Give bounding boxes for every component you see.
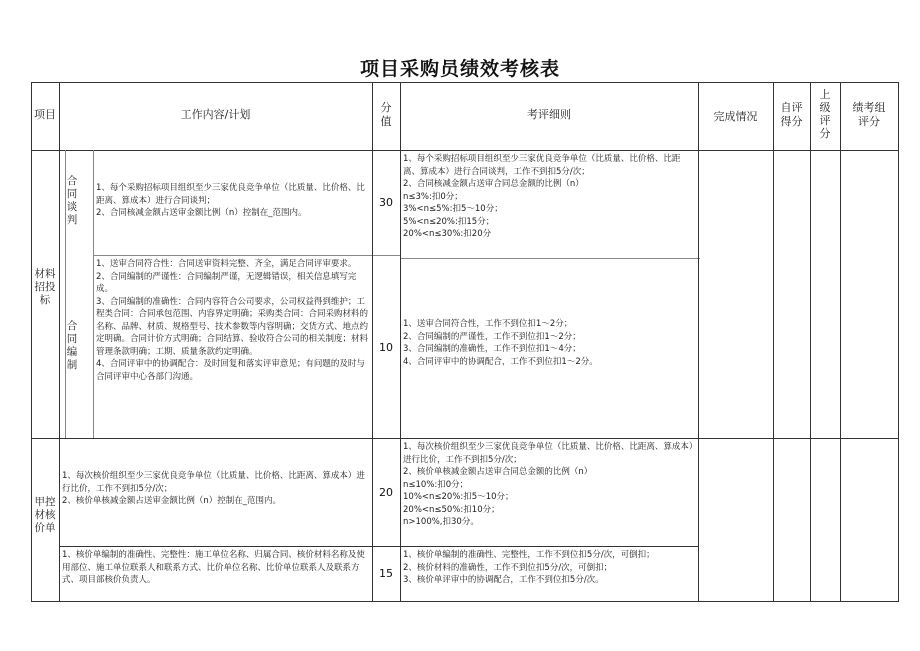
col-border <box>59 82 60 602</box>
header-criteria: 考评细则 <box>527 108 571 121</box>
header-group-score: 绩考组 评分 <box>852 101 886 128</box>
category-material-bidding: 材料 招投 标 <box>34 268 56 306</box>
section-divider <box>31 438 898 439</box>
col-border <box>840 82 841 602</box>
price-sheet-score: 15 <box>379 567 393 580</box>
contract-negotiation-content: 1、每个采购招标项目组织至少三家优良竞争单位（比质量、比价格、比距离、算成本）进行合同谈判； 2、合同核减金额占送审金额比例（n）控制在_范围内。 <box>96 183 365 218</box>
header-completion: 完成情况 <box>713 110 758 123</box>
col-border <box>400 82 401 602</box>
table-right-border <box>898 82 899 602</box>
header-self-score: 自评 得分 <box>780 101 803 128</box>
table-bottom-border <box>31 601 898 602</box>
price-check-criteria: 1、每次核价组织至少三家优良竞争单位（比质量、比价格、比距离、算成本）进行比价，工作不到扣5分/次； 2、核价单核减金额占送审合同总金额的比例（n） n≤10%:扣0分； 10%<n≤20%:扣5～10分； 20%<n≤50%:扣10分； n>100%,扣30分。 <box>403 442 694 527</box>
row-divider <box>93 255 400 256</box>
price-sheet-content: 1、核价单编制的准确性、完整性：施工单位名称、归属合同、核价材料名称及使用部位、施工单位联系人和联系方式、比价单位名称、比价单位联系人及联系方式、项目部核价负责人。 <box>62 550 365 585</box>
header-content: 工作内容/计划 <box>180 108 251 121</box>
price-check-score: 20 <box>379 486 393 499</box>
contract-negotiation-score: 30 <box>379 196 393 209</box>
header-bottom-border <box>31 150 898 151</box>
table-top-border <box>31 82 898 83</box>
col-border <box>698 82 699 602</box>
price-check-content: 1、每次核价组织至少三家优良竞争单位（比质量、比价格、比距离、算成本）进行比价，工作不到扣5分/次； 2、核价单核减金额占送审金额比例（n）控制在_范围内。 <box>62 471 365 506</box>
contract-drafting-score: 10 <box>379 341 393 354</box>
subcategory-contract-drafting: 合 同 编 制 <box>66 320 78 371</box>
category-price-check: 甲控 材核 价单 <box>34 496 56 534</box>
col-border <box>93 150 94 438</box>
price-sheet-criteria: 1、核价单编制的准确性、完整性，工作不到位扣5分/次，可倒扣； 2、核价材料的准确性，工作不到位扣5分/次，可倒扣； 3、核价单评审中的协调配合，工作不到位扣5分/次。 <box>403 550 655 585</box>
col-border <box>810 82 811 602</box>
header-project: 项目 <box>34 108 56 121</box>
col-border <box>773 82 774 602</box>
header-score-value: 分 值 <box>380 101 392 128</box>
page-title: 项目采购员绩效考核表 <box>359 58 560 80</box>
row-divider <box>400 258 700 259</box>
contract-drafting-criteria: 1、送审合同符合性，工作不到位扣1～2分； 2、合同编制的严谨性，工作不到位扣1～2分； 3、合同编制的准确性，工作不到位扣1～4分； 4、合同评审中的协调配合，工作不到位扣1～2分。 <box>403 319 598 367</box>
header-superior-score: 上 级 评 分 <box>819 88 831 140</box>
row-divider <box>59 546 698 547</box>
subcategory-contract-negotiation: 合 同 谈 判 <box>66 175 78 226</box>
contract-negotiation-criteria: 1、每个采购招标项目组织至少三家优良竞争单位（比质量、比价格、比距离、算成本）进行合同谈判，工作不到扣5分/次； 2、合同核减金额占送审合同总金额的比例（n） n≤3%:扣0分； 3%<n≤5%:扣5～10分； 5%<n≤20%:扣15分； 20%<n≤30%:扣20分 <box>403 154 681 239</box>
contract-drafting-content: 1、送审合同符合性：合同送审资料完整、齐全，满足合同评审要求。 2、合同编制的严谨性：合同编制严谨，无逻辑错误，相关信息填写完成。 3、合同编制的准确性：合同内容符合公司要求，公司权益得到维护；工程类合同：合同承包范围、内容界定明确；采购类合同：合同采购材料的名称、品牌、材质、规格型号、技术参数等内容明确；交货方式、地点约定明确。合同计价方式明确；合同结算、验收符合公司的相关制度；材料管理条款明确；工期、质量条款约定明确。 4、合同评审中的协调配合：及时回复和落实评审意见；有问题的及时与合同评审中心各部门沟通。 <box>96 259 369 382</box>
